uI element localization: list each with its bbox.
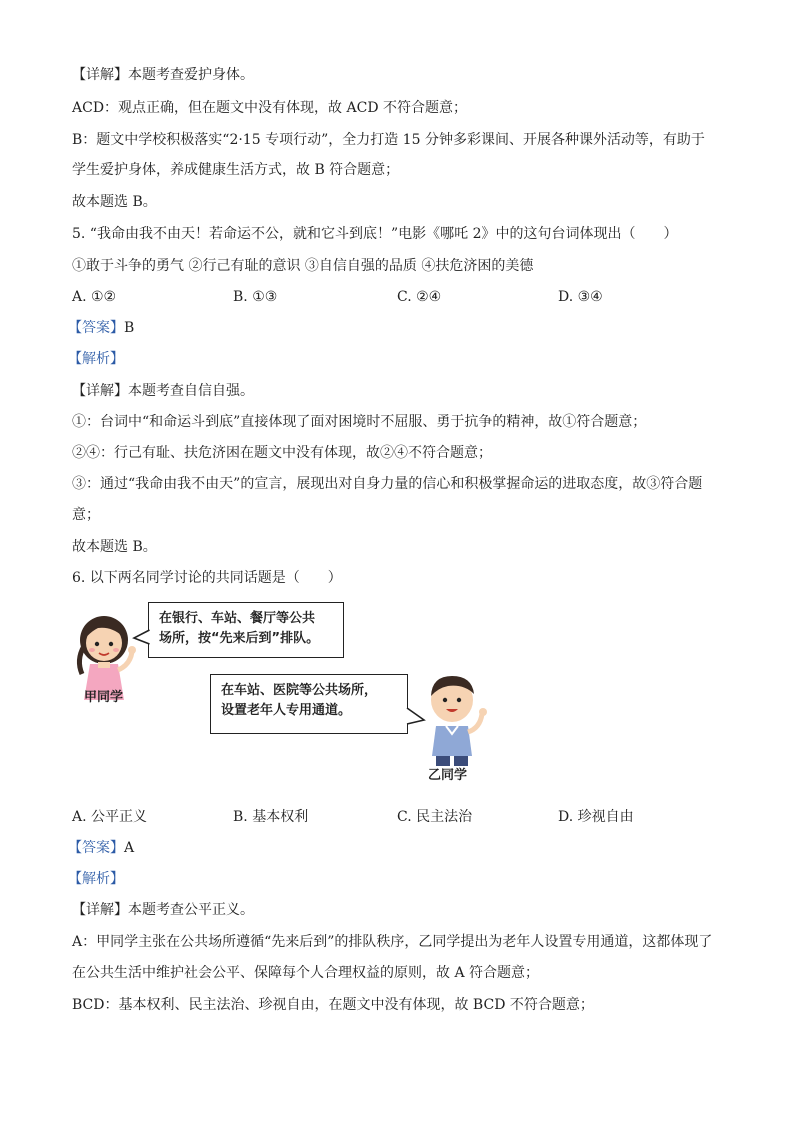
q5-detail-line: ①：台词中“和命运斗到底”直接体现了面对困境时不屈服、勇于抗争的精神，故①符合题意； bbox=[72, 414, 647, 430]
q6-detail-heading: 【详解】本题考查公平正义。 bbox=[72, 902, 254, 918]
q6-detail-line: A：甲同学主张在公共场所遵循“先来后到”的排队秩序，乙同学提出为老年人设置专用通道，这都体现了 bbox=[72, 934, 713, 950]
q5-option-a: A. ①② bbox=[72, 289, 117, 305]
q5-conclusion: 故本题选 B。 bbox=[72, 539, 157, 555]
q5-detail-line: ②④：行己有耻、扶危济困在题文中没有体现，故②④不符合题意； bbox=[72, 445, 492, 461]
conclusion-line: 故本题选 B。 bbox=[72, 194, 157, 210]
caption-yi: 乙同学 bbox=[428, 768, 468, 783]
detail-heading: 【详解】本题考查爱护身体。 bbox=[72, 67, 254, 83]
q6-option-b: B. 基本权利 bbox=[233, 809, 309, 825]
speech-bubble-jia bbox=[148, 602, 344, 658]
bubble-jia-tail bbox=[132, 628, 152, 646]
q6-answer: 【答案】A bbox=[68, 840, 135, 856]
q6-analysis-heading: 【解析】 bbox=[68, 871, 124, 887]
bubble-yi-line: 设置老年人专用通道。 bbox=[221, 703, 352, 718]
explanation-line: ACD：观点正确，但在题文中没有体现，故 ACD 不符合题意； bbox=[72, 100, 467, 116]
q6-detail-line: BCD：基本权利、民主法治、珍视自由，在题文中没有体现，故 BCD 不符合题意； bbox=[72, 997, 594, 1013]
caption-jia: 甲同学 bbox=[84, 690, 124, 705]
q6-option-c: C. 民主法治 bbox=[397, 809, 473, 825]
bubble-jia-line: 场所，按“先来后到”排队。 bbox=[159, 631, 320, 646]
bubble-yi-line: 在车站、医院等公共场所， bbox=[221, 683, 378, 698]
q5-answer: 【答案】B bbox=[68, 320, 135, 336]
q6-option-d: D. 珍视自由 bbox=[558, 809, 634, 825]
q5-option-c: C. ②④ bbox=[397, 289, 442, 305]
q5-detail-line: 意； bbox=[72, 507, 100, 523]
q5-analysis-heading: 【解析】 bbox=[68, 351, 124, 367]
question-5-statements: ①敢于斗争的勇气 ②行己有耻的意识 ③自信自强的品质 ④扶危济困的美德 bbox=[72, 258, 534, 274]
explanation-line: 学生爱护身体，养成健康生活方式，故 B 符合题意； bbox=[72, 162, 400, 178]
question-6-stem: 6. 以下两名同学讨论的共同话题是（ ） bbox=[72, 570, 342, 586]
speech-bubble-yi bbox=[210, 674, 408, 734]
discussion-figure bbox=[70, 598, 500, 798]
q6-option-a: A. 公平正义 bbox=[72, 809, 148, 825]
q5-option-d: D. ③④ bbox=[558, 289, 603, 305]
q5-detail-heading: 【详解】本题考查自信自强。 bbox=[72, 383, 254, 399]
q5-option-b: B. ①③ bbox=[233, 289, 278, 305]
boy-student-illustration bbox=[422, 670, 492, 766]
bubble-jia-line: 在银行、车站、餐厅等公共 bbox=[159, 611, 316, 626]
question-5-stem: 5. “我命由我不由天！若命运不公，就和它斗到底！”电影《哪吒 2》中的这句台词体现出（ ） bbox=[72, 226, 678, 242]
explanation-line: B：题文中学校积极落实“2·15 专项行动”，全力打造 15 分钟多彩课间、开展各种课外活动等，有助于 bbox=[72, 132, 705, 148]
q5-detail-line: ③：通过“我命由我不由天”的宣言，展现出对自身力量的信心和积极掌握命运的进取态度，故③符合题 bbox=[72, 476, 703, 492]
q6-detail-line: 在公共生活中维护社会公平、保障每个人合理权益的原则，故 A 符合题意； bbox=[72, 965, 540, 981]
